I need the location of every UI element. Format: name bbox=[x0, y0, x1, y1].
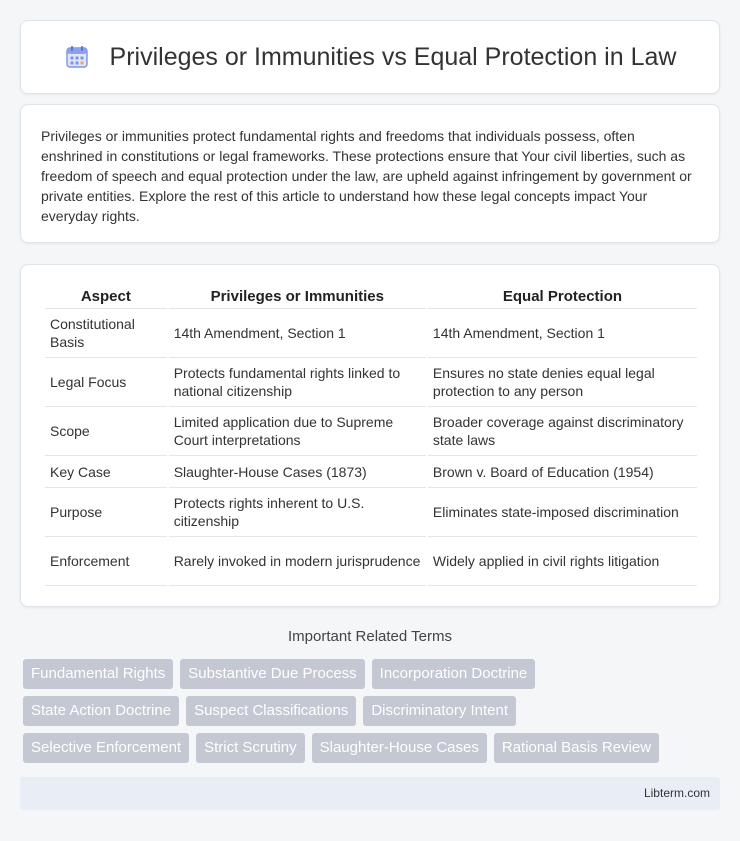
comparison-table bbox=[43, 285, 699, 586]
tag-state-action-doctrine[interactable]: State Action Doctrine bbox=[23, 696, 179, 726]
tag-selective-enforcement[interactable]: Selective Enforcement bbox=[23, 733, 189, 763]
tag-incorporation-doctrine[interactable]: Incorporation Doctrine bbox=[372, 659, 536, 689]
related-terms-list bbox=[23, 659, 723, 770]
page-title: Privileges or Immunities vs Equal Protection in Law bbox=[109, 42, 677, 71]
tag-substantive-due-process[interactable]: Substantive Due Process bbox=[180, 659, 364, 689]
table-cell-equal-protection: Ensures no state denies equal legal protection to any person bbox=[428, 358, 697, 407]
tag-fundamental-rights[interactable]: Fundamental Rights bbox=[23, 659, 173, 689]
column-header-privileges: Privileges or Immunities bbox=[169, 285, 426, 309]
table-row bbox=[45, 407, 697, 456]
table-cell-aspect: Enforcement bbox=[45, 537, 167, 586]
tag-slaughter-house-cases[interactable]: Slaughter-House Cases bbox=[312, 733, 487, 763]
table-cell-aspect: Constitutional Basis bbox=[45, 309, 167, 358]
column-header-equal-protection: Equal Protection bbox=[428, 285, 697, 309]
table-row bbox=[45, 537, 697, 586]
table-row bbox=[45, 358, 697, 407]
table-cell-equal-protection: Broader coverage against discriminatory state laws bbox=[428, 407, 697, 456]
table-header-row bbox=[45, 285, 697, 309]
tag-discriminatory-intent[interactable]: Discriminatory Intent bbox=[363, 696, 516, 726]
table-row bbox=[45, 456, 697, 488]
table-cell-aspect: Legal Focus bbox=[45, 358, 167, 407]
table-cell-equal-protection: Widely applied in civil rights litigation bbox=[428, 537, 697, 586]
tag-rational-basis-review[interactable]: Rational Basis Review bbox=[494, 733, 659, 763]
table-row bbox=[45, 488, 697, 537]
footer-site-link[interactable]: Libterm.com bbox=[643, 786, 710, 800]
comparison-card bbox=[20, 264, 720, 607]
related-terms-heading: Important Related Terms bbox=[288, 628, 452, 645]
intro-card bbox=[20, 104, 720, 243]
table-cell-equal-protection: Eliminates state-imposed discrimination bbox=[428, 488, 697, 537]
table-cell-privileges: Slaughter-House Cases (1873) bbox=[169, 456, 426, 488]
table-cell-privileges: Protects rights inherent to U.S. citizenship bbox=[169, 488, 426, 537]
calendar-icon bbox=[64, 44, 90, 70]
tag-suspect-classifications[interactable]: Suspect Classifications bbox=[186, 696, 356, 726]
table-cell-aspect: Key Case bbox=[45, 456, 167, 488]
tag-strict-scrutiny[interactable]: Strict Scrutiny bbox=[196, 733, 305, 763]
header-card bbox=[20, 20, 720, 94]
footer bbox=[20, 777, 720, 810]
table-cell-aspect: Scope bbox=[45, 407, 167, 456]
table-cell-privileges: Protects fundamental rights linked to national citizenship bbox=[169, 358, 426, 407]
table-cell-privileges: Limited application due to Supreme Court interpretations bbox=[169, 407, 426, 456]
table-cell-aspect: Purpose bbox=[45, 488, 167, 537]
table-cell-privileges: Rarely invoked in modern jurisprudence bbox=[169, 537, 426, 586]
intro-paragraph: Privileges or immunities protect fundamental rights and freedoms that individuals possess, often enshrined in constitutions or legal frameworks. These protections ensure that Your civil liberties, such as freedom of speech and equal protection under the law, are upheld against infringement by government or private entities. Explore the rest of this article to understand how these legal concepts impact Your everyday rights. bbox=[41, 128, 692, 224]
table-row bbox=[45, 309, 697, 358]
table-cell-equal-protection: 14th Amendment, Section 1 bbox=[428, 309, 697, 358]
table-cell-equal-protection: Brown v. Board of Education (1954) bbox=[428, 456, 697, 488]
table-cell-privileges: 14th Amendment, Section 1 bbox=[169, 309, 426, 358]
column-header-aspect: Aspect bbox=[45, 285, 167, 309]
